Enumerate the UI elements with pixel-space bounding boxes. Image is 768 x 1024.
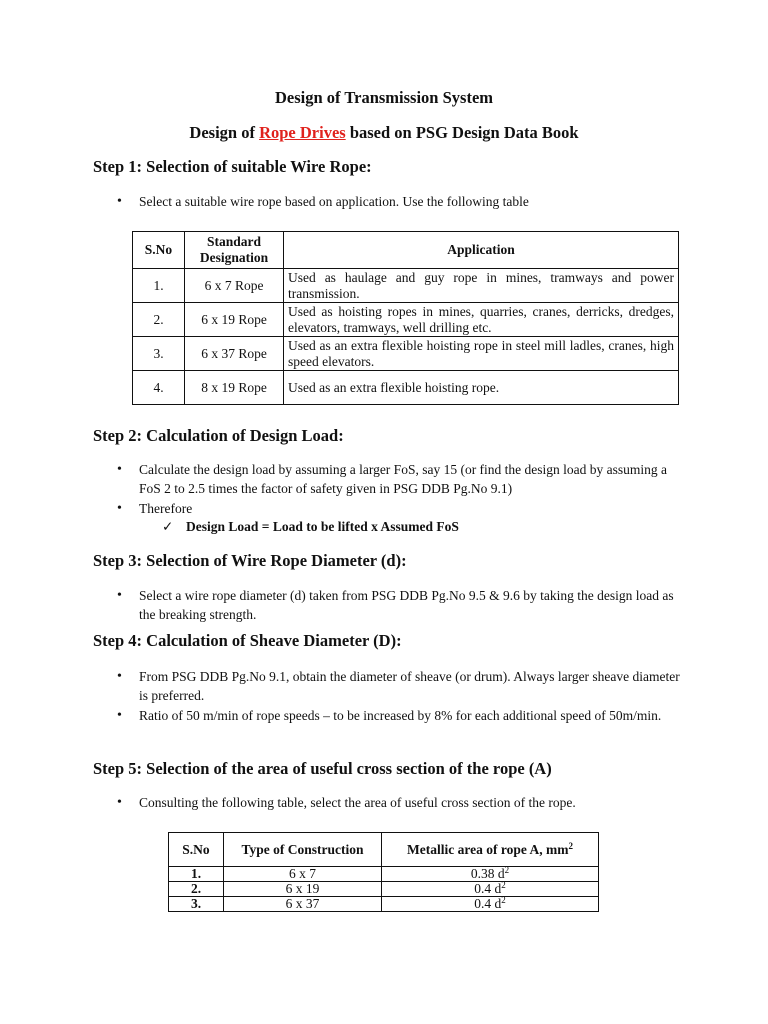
table-cell: Used as an extra flexible hoisting rope.	[284, 371, 679, 405]
table-cell: 6 x 7	[224, 867, 382, 882]
checkmark-icon: ✓	[162, 519, 174, 534]
header-text: Metallic area of rope A, mm	[407, 841, 569, 857]
table-cell: 1.	[133, 269, 185, 303]
table-row	[169, 897, 599, 912]
table-cell: 6 x 19	[224, 882, 382, 897]
step2-bullet: • Therefore	[139, 499, 684, 518]
step1-bullet: • Select a suitable wire rope based on application. Use the following table	[139, 192, 684, 211]
table-row	[133, 371, 679, 405]
table-row	[133, 303, 679, 337]
table-cell: 6 x 7 Rope	[185, 269, 284, 303]
superscript: 2	[501, 895, 506, 905]
table-cell	[382, 867, 599, 882]
table-cell: Used as haulage and guy rope in mines, tramways and power transmission.	[284, 269, 679, 303]
table-header-metallic-area	[382, 833, 599, 867]
step3-bullets	[139, 586, 684, 625]
design-load-formula	[162, 519, 459, 535]
document-subtitle	[0, 123, 768, 143]
step3-heading: Step 3: Selection of Wire Rope Diameter (d):	[93, 551, 407, 570]
step4-heading: Step 4: Calculation of Sheave Diameter (D):	[93, 631, 402, 650]
step2-bullets	[139, 460, 684, 519]
table-header-construction: Type of Construction	[224, 833, 382, 867]
table-header-sno: S.No	[133, 232, 185, 269]
wire-rope-table	[132, 231, 679, 405]
table-cell: 6 x 37 Rope	[185, 337, 284, 371]
area-value: 0.4 d	[474, 896, 502, 911]
table-row	[169, 882, 599, 897]
step5-bullets	[139, 793, 684, 813]
table-header-row	[169, 833, 599, 867]
table-row	[169, 867, 599, 882]
table-cell: 6 x 37	[224, 897, 382, 912]
table-cell: 2.	[169, 882, 224, 897]
superscript: 2	[568, 840, 573, 851]
step2-heading: Step 2: Calculation of Design Load:	[93, 426, 344, 445]
superscript: 2	[501, 880, 506, 890]
table-cell: 4.	[133, 371, 185, 405]
table-header-sno: S.No	[169, 833, 224, 867]
step5-bullet: • Consulting the following table, select the area of useful cross section of the rope.	[139, 793, 684, 812]
step4-bullet: • From PSG DDB Pg.No 9.1, obtain the diameter of sheave (or drum). Always larger sheave diameter is preferred.	[139, 667, 684, 705]
table-cell: Used as an extra flexible hoisting rope in steel mill ladles, cranes, high speed elevators.	[284, 337, 679, 371]
table-cell: 6 x 19 Rope	[185, 303, 284, 337]
rope-area-table	[168, 832, 599, 912]
table-cell	[382, 897, 599, 912]
subtitle-prefix: Design of	[189, 123, 260, 142]
step1-bullets	[139, 192, 684, 212]
table-cell	[382, 882, 599, 897]
superscript: 2	[504, 865, 510, 875]
step4-bullets	[139, 667, 684, 726]
area-value: 0.38 d	[470, 866, 505, 881]
table-header-application: Application	[284, 232, 679, 269]
table-header-designation: Standard Designation	[185, 232, 284, 269]
subtitle-highlight: Rope Drives	[259, 123, 346, 142]
table-row	[133, 337, 679, 371]
step4-bullet: • Ratio of 50 m/min of rope speeds – to be increased by 8% for each additional speed of 50m/min.	[139, 706, 684, 725]
step3-bullet: • Select a wire rope diameter (d) taken from PSG DDB Pg.No 9.5 & 9.6 by taking the design load as the breaking strength.	[139, 586, 684, 624]
area-value: 0.4 d	[474, 881, 502, 896]
table-header-row	[133, 232, 679, 269]
formula-text: Design Load = Load to be lifted x Assumed FoS	[186, 519, 459, 534]
table-cell: 2.	[133, 303, 185, 337]
step2-bullet: • Calculate the design load by assuming a larger FoS, say 15 (or find the design load by assuming a FoS 2 to 2.5 times the factor of safety given in PSG DDB Pg.No 9.1)	[139, 460, 684, 498]
table-cell: 3.	[133, 337, 185, 371]
table-row	[133, 269, 679, 303]
subtitle-suffix: based on PSG Design Data Book	[345, 123, 579, 142]
step1-heading: Step 1: Selection of suitable Wire Rope:	[93, 157, 372, 176]
table-cell: 1.	[169, 867, 224, 882]
document-title: Design of Transmission System	[274, 88, 494, 107]
step5-heading: Step 5: Selection of the area of useful cross section of the rope (A)	[93, 759, 552, 778]
table-cell: 8 x 19 Rope	[185, 371, 284, 405]
table-cell: 3.	[169, 897, 224, 912]
table-cell: Used as hoisting ropes in mines, quarries, cranes, derricks, dredges, elevators, tramways, well drilling etc.	[284, 303, 679, 337]
